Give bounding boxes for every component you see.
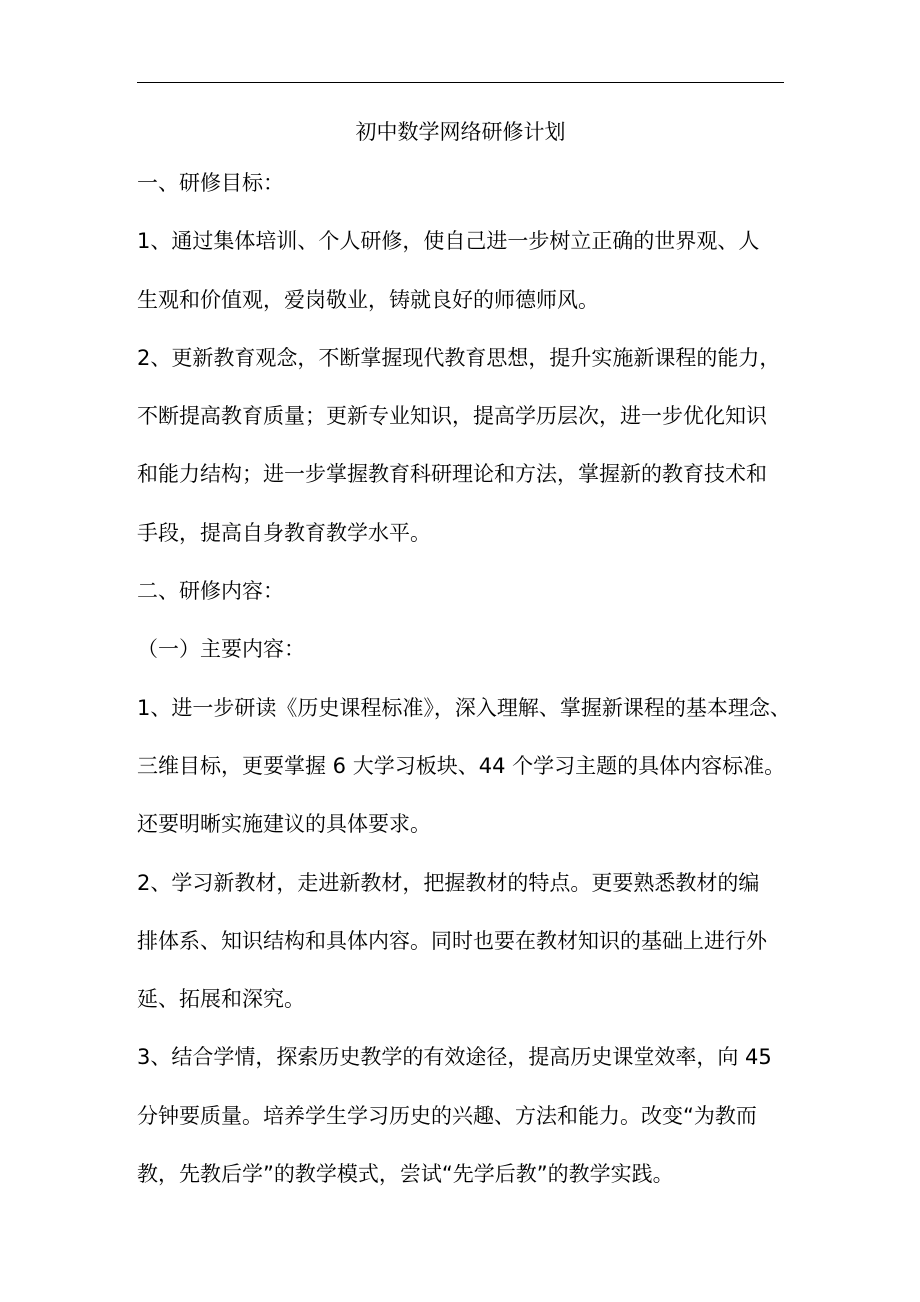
document-title: 初中数学网络研修计划 [355,120,566,144]
paragraph-line: 不断提高教育质量；更新专业知识，提高学历层次，进一步优化知识 [137,404,767,429]
paragraph-line: 2、更新教育观念，不断掌握现代教育思想，提升实施新课程的能力， [137,345,781,370]
paragraph-line: 延、拓展和深究。 [137,987,305,1012]
paragraph-line: 手段，提高自身教育教学水平。 [137,520,431,545]
paragraph-line: 还要明晰实施建议的具体要求。 [137,812,431,837]
section-heading-goals: 一、研修目标： [137,171,284,195]
paragraph-line: 1、进一步研读《历史课程标准》，深入理解、掌握新课程的基本理念、 [137,695,791,720]
section-heading-content: 二、研修内容： [137,579,284,604]
paragraph-line: 教，先教后学”的教学模式，尝试“先学后教”的教学实践。 [137,1162,674,1187]
paragraph-line: 三维目标，更要掌握 6 大学习板块、44 个学习主题的具体内容标准。 [137,753,786,778]
header-rule [137,82,784,83]
subsection-heading: （一）主要内容： [137,637,305,662]
paragraph-line: 3、结合学情，探索历史教学的有效途径，提高历史课堂效率，向 45 [137,1045,772,1070]
paragraph-line: 分钟要质量。培养学生学习历史的兴趣、方法和能力。改变“为教而 [137,1103,757,1128]
paragraph-line: 生观和价值观，爱岗敬业，铸就良好的师德师风。 [137,287,599,312]
document-body [137,169,802,1218]
paragraph-line: 和能力结构；进一步掌握教育科研理论和方法，掌握新的教育技术和 [137,462,767,487]
paragraph-line: 排体系、知识结构和具体内容。同时也要在教材知识的基础上进行外 [137,928,767,953]
paragraph-line: 1、通过集体培训、个人研修，使自己进一步树立正确的世界观、人 [137,229,760,254]
paragraph-line: 2、学习新教材，走进新教材，把握教材的特点。更要熟悉教材的编 [137,870,760,895]
